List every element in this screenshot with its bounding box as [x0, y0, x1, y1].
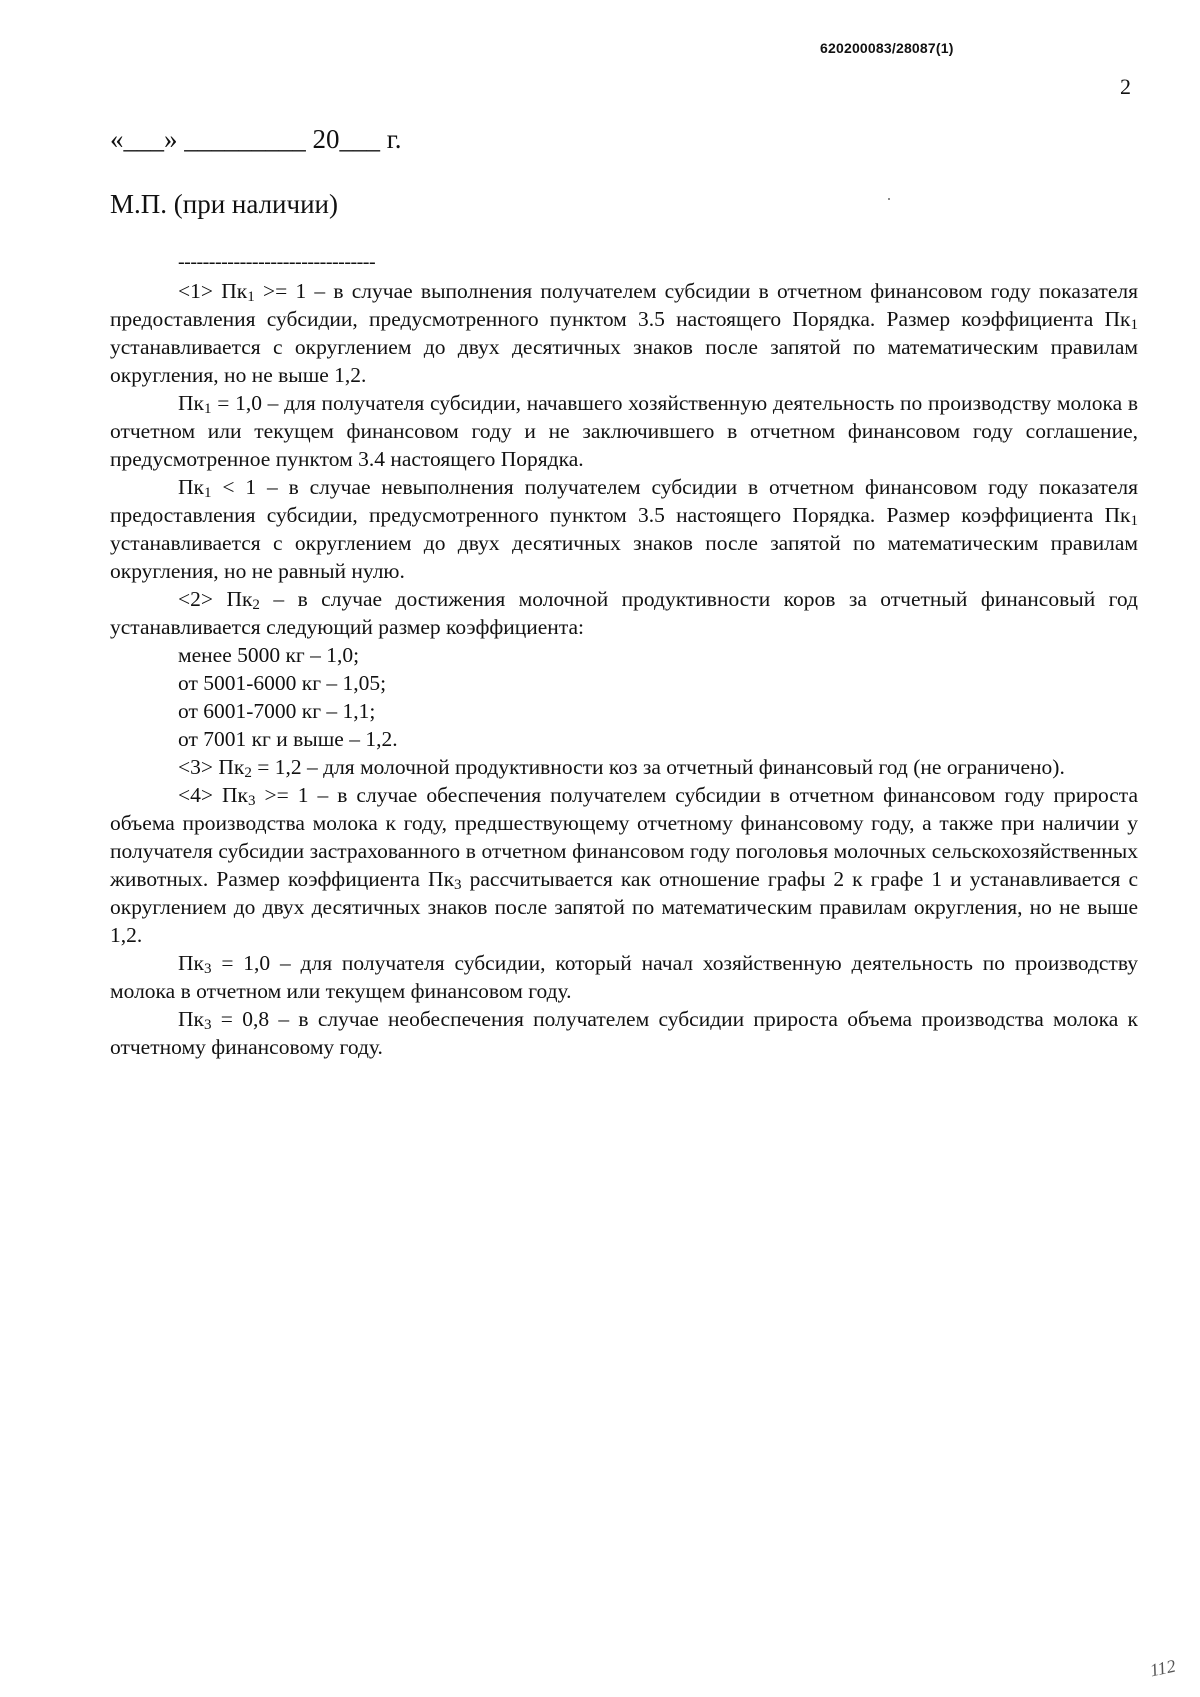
footnote-3: $<3> Пк_2 = 1,2$ – для молочной продуктивности коз за отчетный финансовый год (не ограничено). [178, 755, 1065, 781]
signature-date-line: «___» _________ 20___ г. [110, 124, 402, 154]
stamp-place-label: М.П. (при наличии) [110, 189, 338, 219]
footnote-4: $<4> Пк_3 >= 1 - в$ случае обеспечения получателем субсидии в отчетном финансовом году прироста объема производства молока к году, предшествующему отчетному финансовому году, а также при наличии у получателя субсидии застрахованного в отчетном финансовом году поголовья молочных сельскохозяйственных животных. Размер коэффициента $Пк_3$ рассчитывается как отношение графы 2 к графе 1 и устанавливается с округлением до двух десятичных знаков после запятой по математическим правилам округления, но не выше 1,2. [110, 783, 1138, 947]
footnote-1-case-less: $Пк_1 < 1 - в$ случае невыполнения получателем субсидии в отчетном финансовом году показателя предоставления субсидии, предусмотренного пунктом 3.5 настоящего Порядка. Размер коэффициента $Пк_1$ устанавливается с округлением до двух десятичных знаков после запятой по математическим правилам округления, но не равный нулю. [110, 475, 1138, 583]
footnote-2: $<2> Пк_2 - в$ случае достижения молочной продуктивности коров за отчетный финансовый год устанавливается следующий размер коэффициента: [110, 587, 1138, 639]
footnote-1-case-equal: $Пк_1 = 1,0$ – для получателя субсидии, начавшего хозяйственную деятельность по производству молока в отчетном или текущем финансовом году и не заключившего в отчетном финансовом году соглашение, предусмотренное пунктом 3.4 настоящего Порядка. [110, 391, 1138, 471]
footnote-4-case-less: $Пк_3 = 0,8 - в$ случае необеспечения получателем субсидии прироста объема производства молока к отчетному финансовому году. [110, 1007, 1138, 1059]
footnote-4-case-equal: $Пк_3 = 1,0$ – для получателя субсидии, который начал хозяйственную деятельность по производству молока в отчетном или текущем финансовом году. [110, 951, 1138, 1003]
list-item: от 6001-7000 кг – 1,1; [178, 699, 376, 723]
list-item: менее 5000 кг – 1,0; [178, 643, 360, 667]
document-id: 620200083/28087(1) [820, 40, 954, 56]
footnote-separator: -------------------------------- [178, 251, 376, 273]
footnotes-block [110, 277, 1138, 1061]
page-number: 2 [1120, 74, 1131, 99]
scan-speck [888, 198, 890, 200]
list-item: от 7001 кг и выше – 1,2. [178, 727, 398, 751]
handwritten-page-mark: 112 [1148, 1655, 1178, 1681]
footnote-1: $<1> Пк_1 >= 1 - в$ случае выполнения получателем субсидии в отчетном финансовом году показателя предоставления субсидии, предусмотренного пунктом 3.5 настоящего Порядка. Размер коэффициента $Пк_1$ устанавливается с округлением до двух десятичных знаков после запятой по математическим правилам округления, но не выше 1,2. [110, 279, 1138, 387]
list-item: от 5001-6000 кг – 1,05; [178, 671, 387, 695]
